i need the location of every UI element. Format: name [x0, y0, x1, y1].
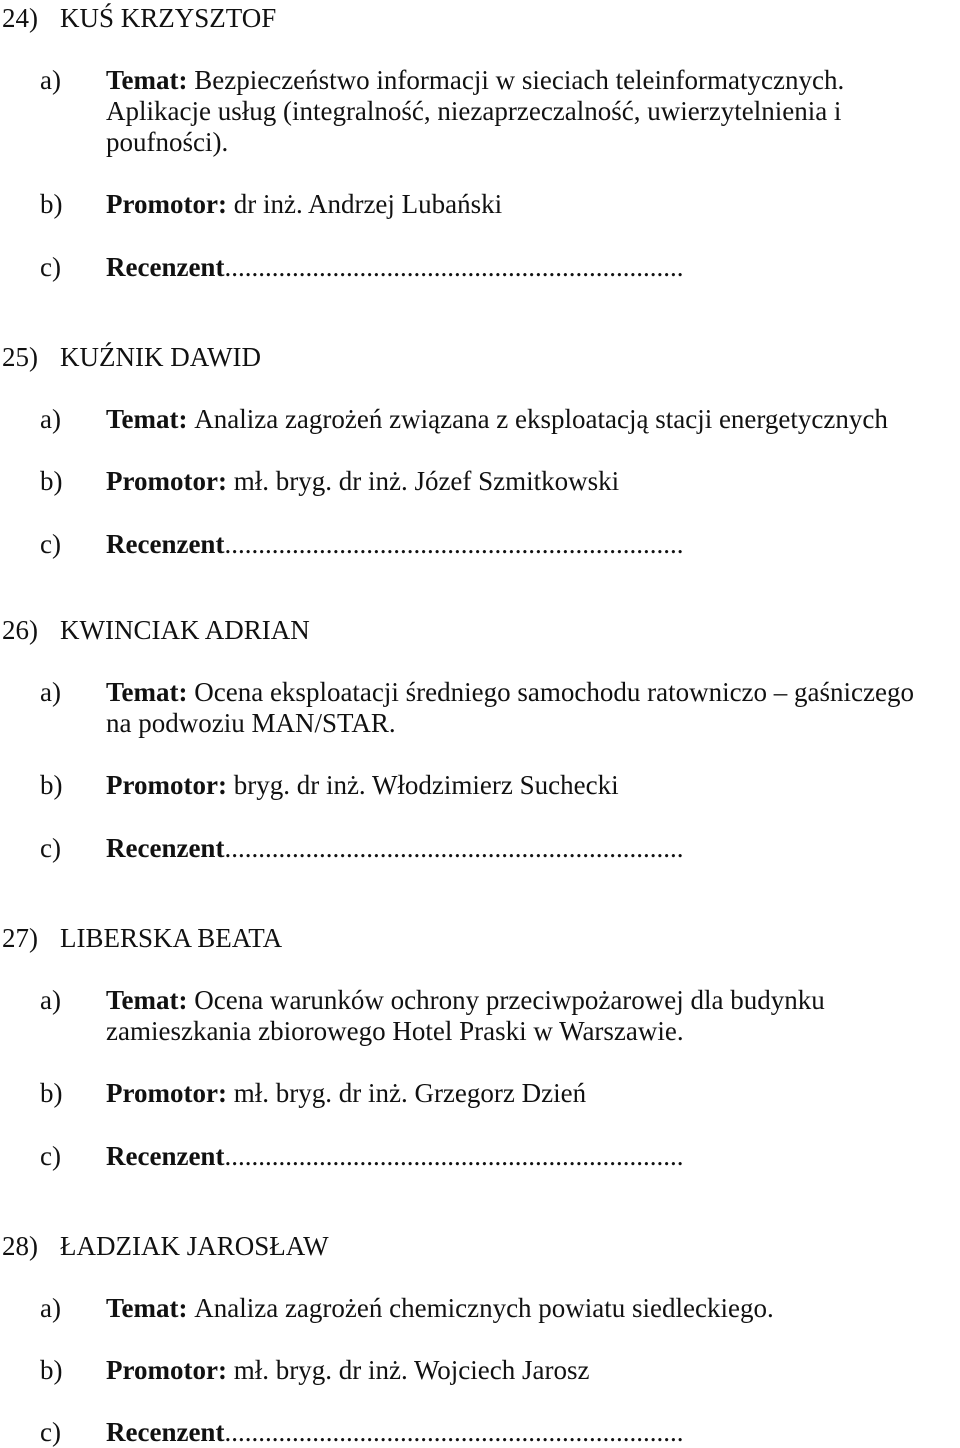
promotor-value: dr inż. Andrzej Lubański — [233, 189, 503, 219]
promotor-label: Promotor — [106, 770, 218, 800]
item-marker: c) — [40, 1141, 61, 1171]
promotor-value: mł. bryg. dr inż. Józef Szmitkowski — [233, 466, 620, 496]
topic-text-line1: Ocena warunków ochrony przeciwpożarowej dla budynku — [194, 985, 825, 1015]
item-marker: a) — [40, 65, 61, 95]
topic-label: Temat — [106, 65, 179, 95]
recenzent-placeholder-dots: .................................................................... — [224, 252, 684, 282]
recenzent-placeholder-dots: .................................................................... — [224, 833, 684, 863]
student-name: KUŹNIK DAWID — [60, 342, 262, 372]
recenzent-label: Recenzent — [106, 833, 225, 863]
recenzent-placeholder-dots: .................................................................... — [224, 529, 684, 559]
topic-item: a) Temat: Bezpieczeństwo informacji w sieciach teleinformatycznych. Aplikacje usług (integralność, niezaprzeczalność, uwierzytelnienia i poufności). — [40, 65, 960, 160]
item-marker: b) — [40, 1355, 63, 1385]
topic-text-line2: zamieszkania zbiorowego Hotel Praski w Warszawie. — [106, 1016, 684, 1046]
promotor-label: Promotor — [106, 189, 218, 219]
student-name: ŁADZIAK JAROSŁAW — [60, 1231, 329, 1261]
recenzent-label: Recenzent — [106, 529, 225, 559]
entry-number: 26) — [2, 615, 38, 645]
topic-label: Temat — [106, 1293, 179, 1323]
item-marker: c) — [40, 252, 61, 282]
item-marker: b) — [40, 1078, 63, 1108]
student-name: LIBERSKA BEATA — [60, 923, 283, 953]
topic-text-line1: Ocena eksploatacji średniego samochodu ratowniczo – gaśniczego — [194, 677, 914, 707]
item-marker: b) — [40, 770, 63, 800]
item-marker: c) — [40, 833, 61, 863]
item-marker: b) — [40, 466, 63, 496]
item-marker: a) — [40, 677, 61, 707]
entry-number: 27) — [2, 923, 38, 953]
topic-text-line2: Aplikacje usług (integralność, niezaprzeczalność, uwierzytelnienia i — [106, 96, 842, 126]
promotor-value: bryg. dr inż. Włodzimierz Suchecki — [233, 770, 619, 800]
promotor-label: Promotor — [106, 1355, 218, 1385]
entry-number: 24) — [2, 3, 38, 33]
entry-heading — [2, 342, 261, 373]
promotor-value: mł. bryg. dr inż. Wojciech Jarosz — [233, 1355, 590, 1385]
recenzent-placeholder-dots: .................................................................... — [224, 1141, 684, 1171]
item-marker: c) — [40, 1417, 61, 1447]
topic-text-line1: Analiza zagrożeń chemicznych powiatu siedleckiego. — [194, 1293, 774, 1323]
topic-label: Temat — [106, 677, 179, 707]
topic-item: a) Temat: Ocena eksploatacji średniego samochodu ratowniczo – gaśniczego na podwoziu MAN/STAR. — [40, 677, 960, 739]
item-marker: a) — [40, 1293, 61, 1323]
entry-heading — [2, 615, 310, 646]
topic-text-line3: poufności). — [106, 127, 229, 157]
item-marker: c) — [40, 529, 61, 559]
student-name: KWINCIAK ADRIAN — [60, 615, 310, 645]
topic-label: Temat — [106, 404, 179, 434]
item-marker: a) — [40, 985, 61, 1015]
recenzent-label: Recenzent — [106, 1141, 225, 1171]
document-page: 24) KUŚ KRZYSZTOF a) Temat: Bezpieczeństwo informacji w sieciach teleinformatycznych. Aplikacje usług (integralność, niezaprzeczalność, uwierzytelnienia i poufności). b) Promotor: dr inż. Andrzej Lubański c) Recenzent.................................................................... 25) KUŹNIK DAWID a) Temat: Analiza zagrożeń związana z eksploatacją stacji energetycznych b) Promotor: mł. bryg. dr inż. Józef Szmitkowski c) Recenzent.................................................................... 26) KWINCIAK ADRIAN a) Temat: Ocena eksploatacji średniego samochodu ratowniczo – gaśniczego na podwoziu MAN/STAR. b) Promotor: bryg. dr inż. Włodzimierz Suchecki c) Recenzent.................................................................... 27) LIBERSKA BEATA a) Temat: Ocena warunków ochrony przeciwpożarowej dla budynku zamieszkania zbiorowego Hotel Praski w Warszawie. b) Promotor: mł. bryg. dr inż. Grzegorz Dzień c) Recenzent.................................................................... 28) ŁADZIAK JAROSŁAW a) Temat: Analiza zagrożeń chemicznych powiatu siedleckiego. b) Promotor: mł. bryg. dr inż. Wojciech Jarosz c) Recenzent.................................................................... — [0, 0, 960, 1448]
recenzent-placeholder-dots: .................................................................... — [224, 1417, 684, 1447]
topic-text-line2: na podwoziu MAN/STAR. — [106, 708, 396, 738]
topic-item: a) Temat: Ocena warunków ochrony przeciwpożarowej dla budynku zamieszkania zbiorowego Hotel Praski w Warszawie. — [40, 985, 960, 1047]
topic-label: Temat — [106, 985, 179, 1015]
entry-heading — [2, 1231, 329, 1262]
entry-number: 28) — [2, 1231, 38, 1261]
promotor-label: Promotor — [106, 1078, 218, 1108]
item-marker: b) — [40, 189, 63, 219]
entry-heading — [2, 3, 276, 34]
entry-heading — [2, 923, 282, 954]
promotor-value: mł. bryg. dr inż. Grzegorz Dzień — [233, 1078, 587, 1108]
promotor-label: Promotor — [106, 466, 218, 496]
topic-text-line1: Bezpieczeństwo informacji w sieciach teleinformatycznych. — [194, 65, 845, 95]
item-marker: a) — [40, 404, 61, 434]
topic-text-line1: Analiza zagrożeń związana z eksploatacją stacji energetycznych — [194, 404, 888, 434]
entry-number: 25) — [2, 342, 38, 372]
recenzent-label: Recenzent — [106, 252, 225, 282]
recenzent-label: Recenzent — [106, 1417, 225, 1447]
student-name: KUŚ KRZYSZTOF — [60, 3, 277, 33]
